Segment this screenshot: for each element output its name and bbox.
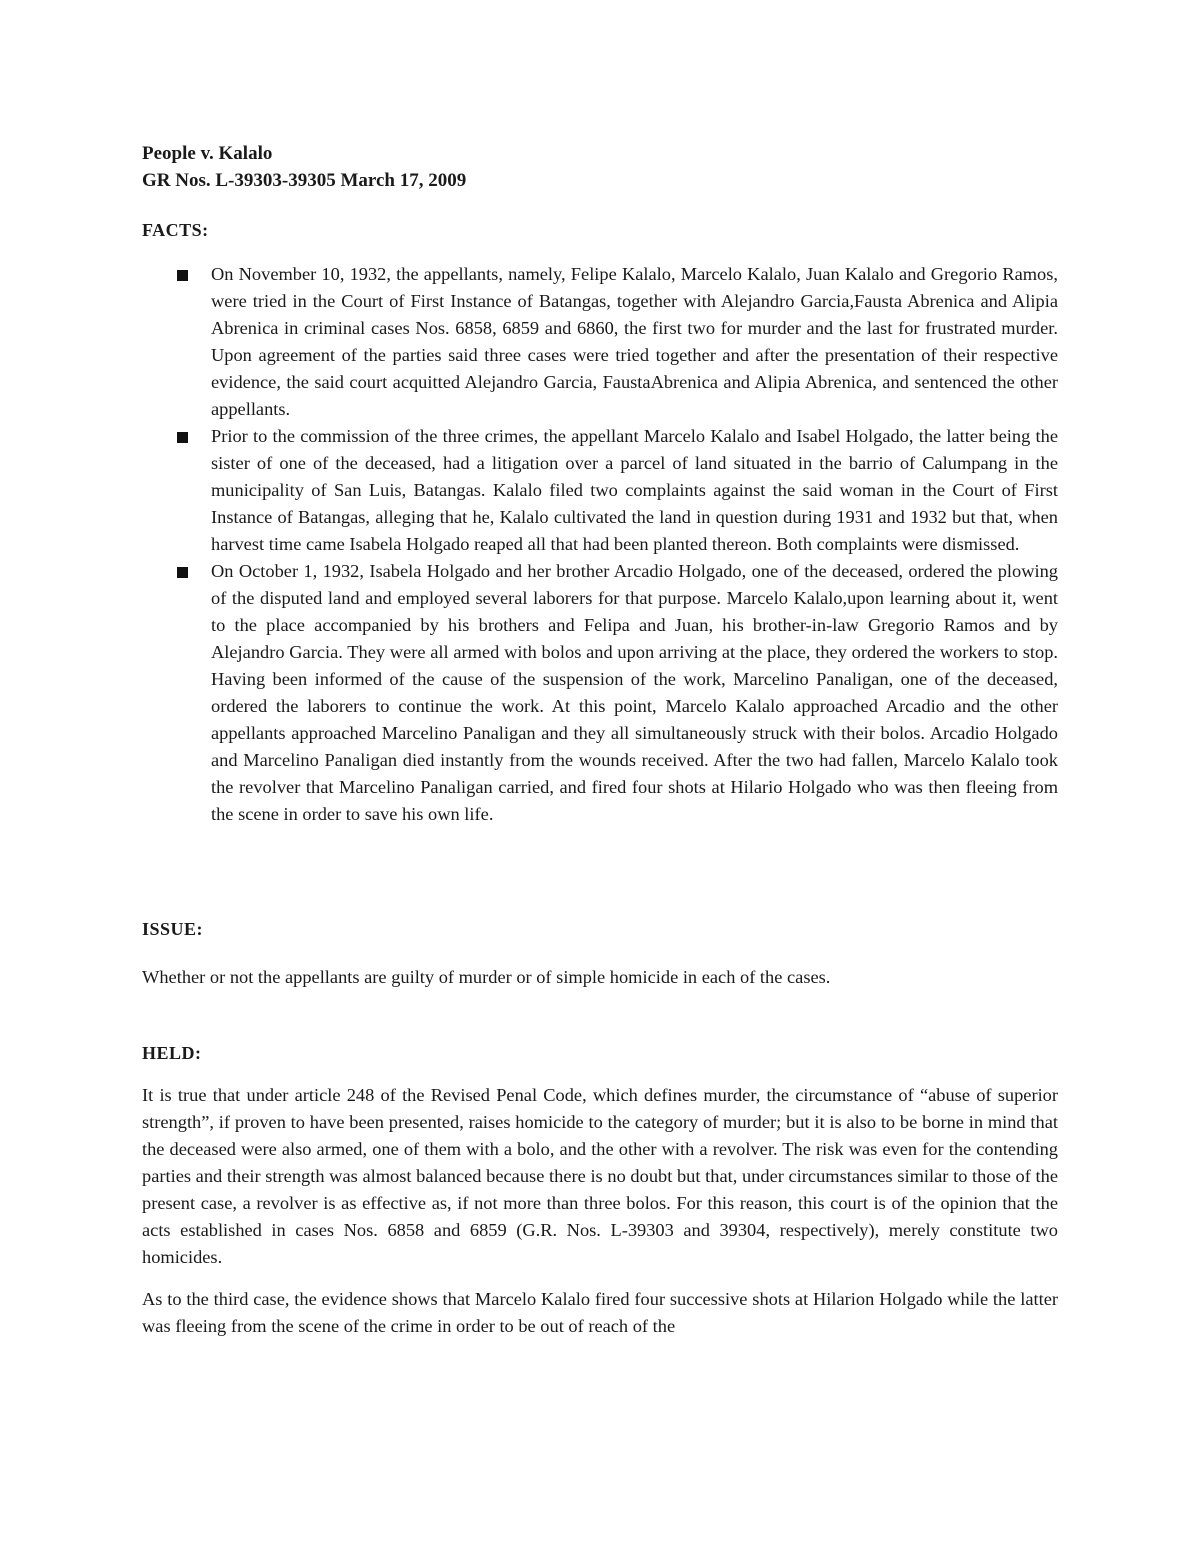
- held-paragraph: It is true that under article 248 of the Revised Penal Code, which defines murder, the circumstance of “abuse of superior strength”, if proven to have been presented, raises homicide to the category of murder; but it is also to be borne in mind that the deceased were also armed, one of them with a bolo, and the other with a revolver. The risk was even for the contending parties and their strength was almost balanced because there is no doubt but that, under circumstances similar to those of the present case, a revolver is as effective as, if not more than three bolos. For this reason, this court is of the opinion that the acts established in cases Nos. 6858 and 6859 (G.R. Nos. L-39303 and 39304, respectively), merely constitute two homicides.: [142, 1085, 1058, 1267]
- facts-heading: FACTS:: [142, 220, 209, 240]
- document-page: [142, 140, 1058, 1340]
- fact-text: On October 1, 1932, Isabela Holgado and her brother Arcadio Holgado, one of the deceased, ordered the plowing of the disputed land and employed several laborers for that purpose. Marcelo Kalalo,upon learning about it, went to the place accompanied by his brothers and Felipa and Juan, his brother-in-law Gregorio Ramos and by Alejandro Garcia. They were all armed with bolos and upon arriving at the place, they ordered the workers to stop. Having been informed of the cause of the suspension of the work, Marcelino Panaligan, one of the deceased, ordered the laborers to continue the work. At this point, Marcelo Kalalo approached Arcadio and the other appellants approached Marcelino Panaligan and they all simultaneously struck with their bolos. Arcadio Holgado and Marcelino Panaligan died instantly from the wounds received. After the two had fallen, Marcelo Kalalo took the revolver that Marcelino Panaligan carried, and fired four shots at Hilario Holgado who was then fleeing from the scene in order to save his own life.: [211, 561, 1058, 824]
- fact-text: On November 10, 1932, the appellants, namely, Felipe Kalalo, Marcelo Kalalo, Juan Kalalo and Gregorio Ramos, were tried in the Court of First Instance of Batangas, together with Alejandro Garcia,Fausta Abrenica and Alipia Abrenica in criminal cases Nos. 6858, 6859 and 6860, the first two for murder and the last for frustrated murder. Upon agreement of the parties said three cases were tried together and after the presentation of their respective evidence, the said court acquitted Alejandro Garcia, FaustaAbrenica and Alipia Abrenica, and sentenced the other appellants.: [211, 264, 1058, 419]
- square-bullet-icon: [177, 432, 188, 443]
- list-item: [142, 261, 1058, 423]
- issue-heading: ISSUE:: [142, 919, 204, 939]
- held-paragraph: As to the third case, the evidence shows that Marcelo Kalalo fired four successive shots at Hilarion Holgado while the latter was fleeing from the scene of the crime in order to be out of reach of the: [142, 1289, 1058, 1336]
- fact-text: Prior to the commission of the three crimes, the appellant Marcelo Kalalo and Isabel Holgado, the latter being the sister of one of the deceased, had a litigation over a parcel of land situated in the barrio of Calumpang in the municipality of San Luis, Batangas. Kalalo filed two complaints against the said woman in the Court of First Instance of Batangas, alleging that he, Kalalo cultivated the land in question during 1931 and 1932 but that, when harvest time came Isabela Holgado reaped all that had been planted thereon. Both complaints were dismissed.: [211, 426, 1058, 554]
- list-item: [142, 423, 1058, 558]
- list-item: [142, 558, 1058, 828]
- square-bullet-icon: [177, 567, 188, 578]
- held-heading: HELD:: [142, 1043, 202, 1063]
- facts-list: [142, 261, 1058, 828]
- issue-text: Whether or not the appellants are guilty of murder or of simple homicide in each of the cases.: [142, 967, 831, 987]
- square-bullet-icon: [177, 270, 188, 281]
- case-title: People v. Kalalo: [142, 143, 273, 164]
- case-citation: GR Nos. L-39303-39305 March 17, 2009: [142, 170, 467, 191]
